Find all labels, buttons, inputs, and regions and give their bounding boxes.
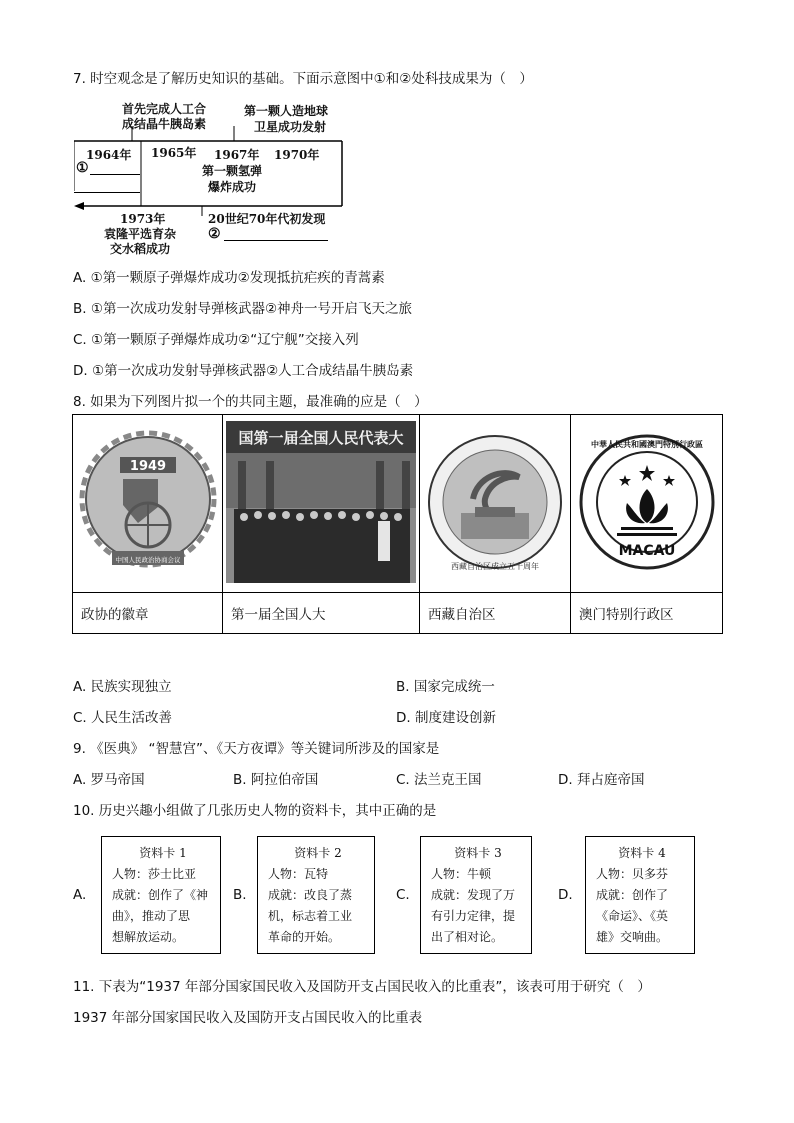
caption-cppcc: 政协的徽章	[73, 593, 223, 634]
timeline-top-label-2a: 第一颗人造地球	[244, 104, 329, 118]
q10-label-a: A.	[73, 887, 87, 903]
info-card-line: 成就：改良了蒸	[268, 888, 353, 902]
timeline-mark-1: ①	[76, 160, 89, 176]
first-npc-photo-image	[226, 421, 416, 583]
timeline-year-1970: 1970年	[274, 148, 320, 162]
q10-label-c: C.	[396, 887, 410, 903]
info-card-2	[257, 836, 375, 954]
timeline-bottom-label-1a: 袁隆平选育杂	[104, 227, 177, 241]
q10-stem: 10. 历史兴趣小组做了几张历史人物的资料卡，其中正确的是	[73, 803, 437, 819]
q9-option-d: D. 拜占庭帝国	[558, 772, 645, 788]
info-card-line: 出了相对论。	[431, 930, 504, 944]
info-card-4	[585, 836, 695, 954]
info-card-line: 有引力定律，提	[431, 909, 516, 923]
timeline-bottom-label-2: 20世纪70年代初发现	[208, 212, 326, 226]
q7-option-c: C. ①第一颗原子弹爆炸成功②“辽宁舰”交接入列	[73, 332, 359, 348]
info-card-line: 想解放运动。	[112, 930, 185, 944]
info-card-title: 资料卡 1	[139, 846, 187, 860]
q9-stem: 9. 《医典》 “智慧宫”、《天方夜谭》等关键词所涉及的国家是	[73, 741, 440, 757]
timeline-year-1973: 1973年	[120, 212, 166, 226]
tibet-emblem-text: 西藏自治区成立五十周年	[451, 561, 539, 571]
q8-image-table	[72, 414, 723, 634]
q8-option-d: D. 制度建设创新	[396, 710, 496, 726]
timeline-mark-2: ②	[208, 226, 221, 242]
q9-option-c: C. 法兰克王国	[396, 772, 482, 788]
info-card-title: 资料卡 3	[454, 846, 502, 860]
info-card-title: 资料卡 4	[618, 846, 666, 860]
q11-table-title: 1937 年部分国家国民收入及国防开支占国民收入的比重表	[73, 1010, 423, 1026]
info-card-line: 成就：创作了《神	[112, 888, 209, 902]
macau-emblem-image	[577, 427, 717, 577]
info-card-line: 曲》，推动了思	[112, 909, 191, 923]
timeline-year-1967: 1967年	[214, 148, 260, 162]
cppcc-emblem-cell	[73, 415, 223, 593]
first-npc-photo-cell	[223, 415, 420, 593]
q8-stem: 8. 如果为下列图片拟一个的共同主题，最准确的应是（ ）	[73, 394, 428, 410]
cppcc-emblem-year: 1949	[129, 458, 166, 474]
q9-option-a: A. 罗马帝国	[73, 772, 145, 788]
info-card-3	[420, 836, 532, 954]
q7-option-a: A. ①第一颗原子弹爆炸成功②发现抵抗疟疾的青蒿素	[73, 270, 385, 286]
q11-stem: 11. 下表为“1937 年部分国家国民收入及国防开支占国民收入的比重表”，该表可用于研究（ ）	[73, 979, 651, 995]
timeline-top-label-2b: 卫星成功发射	[254, 120, 327, 134]
tibet-emblem-image	[425, 427, 565, 577]
timeline-bottom-label-1b: 交水稻成功	[110, 242, 171, 256]
info-card-line: 革命的开始。	[268, 930, 341, 944]
info-card-line: 人物：莎士比亚	[112, 867, 197, 881]
q7-stem: 7. 时空观念是了解历史知识的基础。下面示意图中①和②处科技成果为（ ）	[73, 71, 533, 87]
q7-option-d: D. ①第一次成功发射导弹核武器②人工合成结晶牛胰岛素	[73, 363, 414, 379]
macau-emblem-word: MACAU	[618, 542, 675, 559]
info-card-line: 雄》交响曲。	[596, 930, 669, 944]
timeline-blank-1b	[74, 192, 140, 193]
timeline-blank-1a	[90, 174, 140, 175]
q9-option-b: B. 阿拉伯帝国	[233, 772, 319, 788]
info-card-line: 《命运》、《英	[596, 909, 669, 923]
info-card-line: 成就：发现了万	[431, 888, 516, 902]
info-card-line: 人物：瓦特	[268, 867, 329, 881]
q10-label-d: D.	[558, 887, 573, 903]
info-card-line: 人物：贝多芬	[596, 867, 669, 881]
q7-option-b: B. ①第一次成功发射导弹核武器②神舟一号开启飞天之旅	[73, 301, 413, 317]
timeline-top-label-1a: 首先完成人工合	[122, 102, 207, 116]
timeline-year-1964: 1964年	[86, 148, 132, 162]
caption-first-npc: 第一届全国人大	[223, 593, 420, 634]
timeline-top-label-1b: 成结晶牛胰岛素	[122, 117, 207, 131]
cppcc-emblem-text: 中国人民政治协商会议	[115, 555, 180, 564]
macau-emblem-cell	[571, 415, 723, 593]
q8-option-a: A. 民族实现独立	[73, 679, 172, 695]
q10-label-b: B.	[233, 887, 247, 903]
q8-option-c: C. 人民生活改善	[73, 710, 173, 726]
timeline-year-1965: 1965年	[151, 146, 197, 160]
info-card-title: 资料卡 2	[294, 846, 342, 860]
first-npc-banner: 国第一届全国人民代表大	[238, 428, 404, 447]
info-card-line: 成就：创作了	[596, 888, 669, 902]
caption-macau: 澳门特别行政区	[571, 593, 723, 634]
info-card-line: 人物：牛顿	[431, 867, 492, 881]
cppcc-emblem-image	[78, 427, 218, 577]
timeline-mid-label-b: 爆炸成功	[208, 180, 257, 194]
info-card-1	[101, 836, 221, 954]
info-card-line: 机，标志着工业	[268, 909, 353, 923]
tibet-emblem-cell	[420, 415, 571, 593]
macau-emblem-text: 中華人民共和國澳門特別行政區	[590, 439, 703, 449]
timeline-diagram	[74, 96, 364, 256]
caption-tibet: 西藏自治区	[420, 593, 571, 634]
timeline-mid-label-a: 第一颗氢弹	[202, 164, 263, 178]
q8-option-b: B. 国家完成统一	[396, 679, 495, 695]
timeline-blank-2	[224, 240, 328, 241]
